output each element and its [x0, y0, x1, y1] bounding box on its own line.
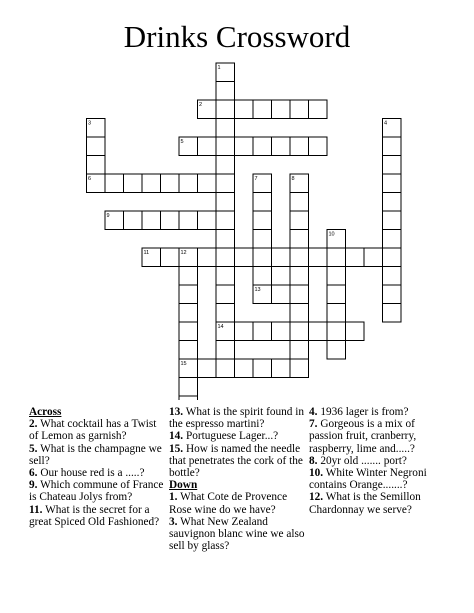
clue-number: 6 — [88, 176, 92, 182]
clue-down-12: 12. What is the Semillon Chardonnay we serve? — [309, 491, 421, 516]
grid-cell[interactable] — [216, 285, 235, 304]
grid-cell[interactable] — [272, 248, 291, 267]
grid-cell[interactable] — [161, 248, 180, 267]
grid-cell[interactable] — [383, 156, 402, 175]
grid-cell[interactable] — [124, 211, 143, 230]
grid-cell[interactable] — [216, 119, 235, 138]
grid-cell[interactable] — [161, 174, 180, 193]
across-heading: Across — [29, 406, 62, 418]
grid-cell[interactable] — [327, 285, 346, 304]
clue-across-6: 6. Our house red is a .....? — [29, 467, 145, 480]
clue-down-4: 4. 1936 lager is from? — [309, 406, 409, 418]
grid-cell[interactable] — [272, 137, 291, 156]
grid-cell[interactable] — [253, 137, 272, 156]
grid-cell[interactable] — [179, 396, 198, 400]
clue-number: 8 — [291, 176, 295, 182]
down-heading: Down — [169, 479, 198, 492]
grid-cell[interactable] — [290, 211, 309, 230]
clue-number: 13 — [254, 287, 261, 293]
grid-cell[interactable] — [327, 267, 346, 286]
grid-cell[interactable] — [253, 230, 272, 249]
clue-across-2: 2. What cocktail has a Twist of Lemon as garnish? — [29, 418, 157, 443]
grid-cell[interactable] — [179, 267, 198, 286]
clue-across-15: 15. How is named the needle that penetrates the cork of the bottle? — [169, 442, 303, 480]
grid-cell[interactable] — [383, 267, 402, 286]
clue-down-8: 8. 20yr old ....... port? — [309, 454, 407, 467]
grid-cell[interactable] — [272, 322, 291, 341]
grid-cell[interactable] — [179, 322, 198, 341]
clue-across-11: 11. What is the secret for a great Spiced Old Fashioned? — [29, 503, 160, 528]
grid-cell[interactable] — [105, 174, 124, 193]
grid-cell[interactable] — [198, 211, 217, 230]
grid-cell[interactable] — [179, 378, 198, 397]
grid-cell[interactable] — [216, 267, 235, 286]
grid-cell[interactable] — [253, 322, 272, 341]
grid-cell[interactable] — [253, 248, 272, 267]
grid-cell[interactable] — [383, 211, 402, 230]
grid-cell[interactable] — [272, 359, 291, 378]
grid-cell[interactable] — [290, 322, 309, 341]
grid-cell[interactable] — [179, 304, 198, 323]
clue-number: 2 — [199, 102, 203, 108]
grid-cell[interactable] — [87, 137, 106, 156]
grid-cell[interactable] — [290, 304, 309, 323]
grid-cell[interactable] — [309, 100, 328, 119]
grid-cell[interactable] — [235, 359, 254, 378]
clue-number: 10 — [328, 231, 335, 238]
grid-cell[interactable] — [235, 248, 254, 267]
grid-cell[interactable] — [216, 193, 235, 212]
grid-cell[interactable] — [198, 359, 217, 378]
clues-column-1 — [29, 406, 167, 528]
clue-across-13: 13. What is the spirit found in the espresso martini? — [169, 406, 305, 431]
grid-cell[interactable] — [383, 137, 402, 156]
clue-down-1: 1. What Cote de Provence Rose wine do we have? — [169, 491, 288, 516]
grid-cell[interactable] — [383, 230, 402, 249]
grid-cell[interactable] — [235, 137, 254, 156]
grid-cell[interactable] — [142, 174, 161, 193]
grid-cell[interactable] — [179, 285, 198, 304]
grid-cell[interactable] — [253, 359, 272, 378]
grid-cell[interactable] — [383, 193, 402, 212]
clue-number: 4 — [384, 120, 388, 127]
grid-cell[interactable] — [383, 248, 402, 267]
clue-number: 11 — [143, 250, 150, 256]
grid-cell[interactable] — [142, 211, 161, 230]
clue-number: 5 — [180, 139, 184, 145]
clue-number: 15 — [180, 361, 187, 367]
clue-number: 12 — [180, 250, 187, 256]
grid-cell[interactable] — [290, 193, 309, 212]
grid-cell[interactable] — [235, 100, 254, 119]
grid-cell[interactable] — [198, 248, 217, 267]
clue-number: 9 — [106, 213, 110, 219]
grid-cell[interactable] — [253, 267, 272, 286]
clue-across-9: 9. Which commune of France is Chateau Jolys from? — [29, 479, 164, 504]
grid-cell[interactable] — [383, 304, 402, 323]
grid-cell[interactable] — [161, 211, 180, 230]
grid-cell[interactable] — [290, 285, 309, 304]
grid-cell[interactable] — [87, 156, 106, 175]
clue-number: 1 — [217, 65, 221, 71]
grid-cell[interactable] — [198, 137, 217, 156]
grid-cell[interactable] — [346, 322, 365, 341]
page-title: Drinks Crossword — [123, 19, 351, 54]
grid-cell[interactable] — [253, 193, 272, 212]
grid-cell[interactable] — [272, 100, 291, 119]
grid-cell[interactable] — [179, 341, 198, 360]
grid-cell[interactable] — [290, 248, 309, 267]
grid-cell[interactable] — [216, 82, 235, 101]
grid-cell[interactable] — [309, 322, 328, 341]
grid-cell[interactable] — [235, 322, 254, 341]
grid-cell[interactable] — [290, 230, 309, 249]
grid-cell[interactable] — [290, 267, 309, 286]
clue-across-5: 5. What is the champagne we sell? — [29, 442, 162, 467]
grid-cell[interactable] — [290, 359, 309, 378]
clue-down-3: 3. What New Zealand sauvignon blanc wine we also sell by glass? — [169, 515, 305, 553]
grid-cell[interactable] — [309, 248, 328, 267]
grid-cell[interactable] — [309, 137, 328, 156]
clues-column-2 — [169, 406, 307, 552]
grid-cell[interactable] — [216, 304, 235, 323]
grid-cell[interactable] — [253, 211, 272, 230]
grid-cell[interactable] — [253, 100, 272, 119]
grid-cell[interactable] — [272, 285, 291, 304]
clue-down-7: 7. Gorgeous is a mix of passion fruit, cranberry, raspberry, lime and.....? — [309, 418, 417, 455]
clue-across-14: 14. Portuguese Lager...? — [169, 430, 279, 443]
grid-cell[interactable] — [327, 304, 346, 323]
grid-cell[interactable] — [290, 137, 309, 156]
clue-down-10: 10. White Winter Negroni contains Orange.......? — [309, 467, 427, 492]
grid-cell[interactable] — [383, 285, 402, 304]
grid-cell[interactable] — [216, 359, 235, 378]
grid-cell[interactable] — [216, 211, 235, 230]
grid-cell[interactable] — [216, 174, 235, 193]
clue-number: 7 — [254, 176, 258, 182]
grid-cell[interactable] — [346, 248, 365, 267]
clue-number: 14 — [217, 324, 224, 330]
clues-column-3 — [309, 406, 434, 516]
grid-cell[interactable] — [124, 174, 143, 193]
grid-cell[interactable] — [327, 322, 346, 341]
grid-cell[interactable] — [216, 248, 235, 267]
grid-cell[interactable] — [179, 174, 198, 193]
grid-cell[interactable] — [216, 100, 235, 119]
clue-number: 3 — [88, 120, 92, 127]
grid-cell[interactable] — [290, 100, 309, 119]
grid-cell[interactable] — [216, 341, 235, 360]
grid-cell[interactable] — [216, 156, 235, 175]
grid-cell[interactable] — [216, 137, 235, 156]
grid-cell[interactable] — [327, 248, 346, 267]
grid-cell[interactable] — [198, 174, 217, 193]
grid-cell[interactable] — [364, 248, 383, 267]
grid-cell[interactable] — [327, 341, 346, 360]
grid-cell[interactable] — [216, 230, 235, 249]
grid-cell[interactable] — [290, 341, 309, 360]
grid-cell[interactable] — [179, 211, 198, 230]
grid-cell[interactable] — [383, 174, 402, 193]
